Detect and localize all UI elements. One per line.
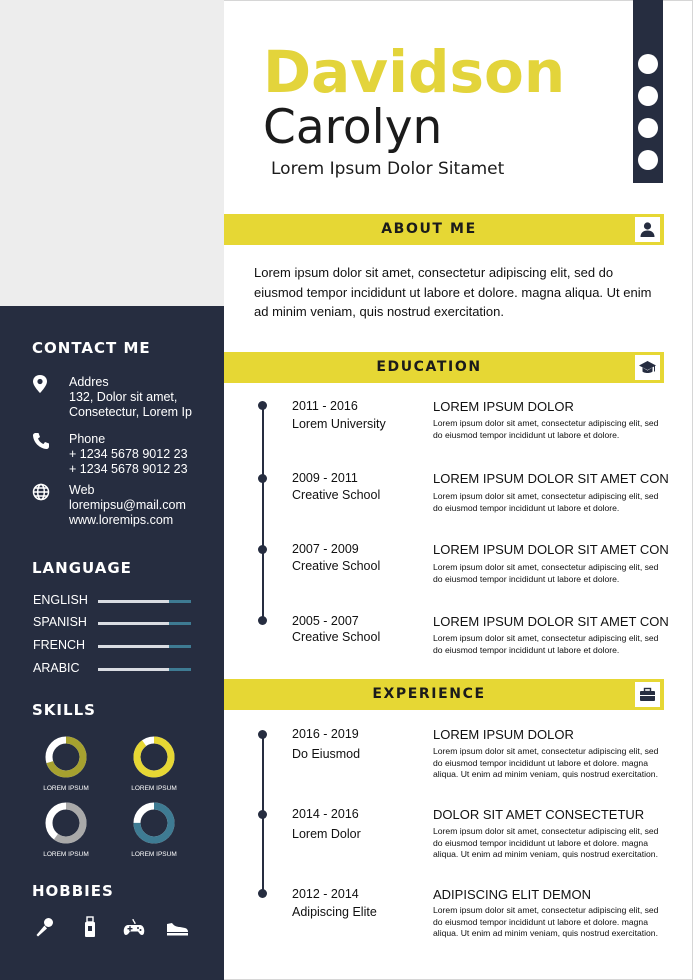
language-bar <box>98 600 191 603</box>
skill-label: LOREM IPSUM <box>131 851 177 858</box>
experience-title: LOREM IPSUM DOLOR <box>433 727 574 742</box>
first-name: Davidson <box>263 38 566 106</box>
timeline-dot <box>258 889 267 898</box>
about-text: Lorem ipsum dolor sit amet, consectetur adipiscing elit, sed do eiusmod tempor incididunt ut labore et dolore. magna aliqua. Ut enim ad minim veniam, quis nostrud exercitation. <box>254 265 652 319</box>
decorative-dot <box>638 86 658 106</box>
language-name: SPANISH <box>33 615 87 629</box>
language-item <box>33 661 203 677</box>
gamepad-icon <box>122 916 146 940</box>
last-name: Carolyn <box>263 100 443 155</box>
education-section-bar <box>224 352 664 383</box>
education-title: LOREM IPSUM DOLOR SIT AMET CON <box>433 471 669 486</box>
user-icon <box>635 217 660 242</box>
language-bar-fill <box>98 622 169 625</box>
tagline: Lorem Ipsum Dolor Sitamet <box>271 159 505 179</box>
education-years: 2011 - 2016 <box>292 399 358 413</box>
about-section-bar <box>224 214 664 245</box>
experience-years: 2014 - 2016 <box>292 807 359 821</box>
skill-ring <box>132 801 176 845</box>
web-label: Web <box>69 483 95 497</box>
skill-ring <box>44 735 88 779</box>
skill-item <box>124 801 184 858</box>
decorative-dot <box>638 54 658 74</box>
language-bar <box>98 622 191 625</box>
education-place: Creative School <box>292 630 381 644</box>
language-name: FRENCH <box>33 638 86 652</box>
language-bar <box>98 668 191 671</box>
briefcase-icon <box>635 682 660 707</box>
language-bar-fill <box>98 645 169 648</box>
globe-icon <box>32 483 50 501</box>
timeline-dot <box>258 616 267 625</box>
skill-ring <box>44 801 88 845</box>
experience-section-bar <box>224 679 664 710</box>
timeline-dot <box>258 810 267 819</box>
phone-icon <box>32 432 50 450</box>
address-text <box>69 375 192 420</box>
skill-item <box>36 735 96 792</box>
education-desc: Lorem ipsum dolor sit amet, consectetur adipiscing elit, sed do eiusmod tempor incididunt ut labore et dolore. <box>433 491 659 513</box>
skill-ring-fill <box>137 740 171 774</box>
microphone-icon <box>34 916 58 940</box>
education-timeline-line <box>262 405 264 621</box>
timeline-dot <box>258 401 267 410</box>
timeline-dot <box>258 545 267 554</box>
experience-title: ADIPISCING ELIT DEMON <box>433 887 591 902</box>
decorative-dot-strip <box>633 0 663 183</box>
language-item <box>33 615 203 631</box>
education-desc: Lorem ipsum dolor sit amet, consectetur adipiscing elit, sed do eiusmod tempor incididunt ut labore et dolore. <box>433 633 659 655</box>
contact-heading: CONTACT ME <box>32 339 151 357</box>
about-heading: ABOUT ME <box>381 221 477 237</box>
education-years: 2009 - 2011 <box>292 471 358 485</box>
education-years: 2007 - 2009 <box>292 542 359 556</box>
experience-desc: Lorem ipsum dolor sit amet, consectetur adipiscing elit, sed do eiusmod tempor incididunt ut labore et dolore. magna aliqua. Ut enim ad minim veniam, quis nostrud exercitation. <box>433 905 659 939</box>
language-bar <box>98 645 191 648</box>
education-title: LOREM IPSUM DOLOR <box>433 399 574 414</box>
address-line2: Consetectur, Lorem Ip <box>69 405 192 419</box>
web-url: www.loremips.com <box>69 513 174 527</box>
sneaker-icon <box>165 916 189 940</box>
language-item <box>33 593 203 609</box>
education-title: LOREM IPSUM DOLOR SIT AMET CON <box>433 542 669 557</box>
hobbies-heading: HOBBIES <box>32 882 114 900</box>
graduation-cap-icon <box>635 355 660 380</box>
phone-line2: + 1234 5678 9012 23 <box>69 462 188 476</box>
decorative-dot <box>638 150 658 170</box>
education-years: 2005 - 2007 <box>292 614 359 628</box>
education-desc: Lorem ipsum dolor sit amet, consectetur adipiscing elit, sed do eiusmod tempor incididunt ut labore et dolore. <box>433 562 659 584</box>
experience-title: DOLOR SIT AMET CONSECTETUR <box>433 807 645 822</box>
education-place: Creative School <box>292 488 381 502</box>
phone-text <box>69 432 188 477</box>
skill-item <box>36 801 96 858</box>
experience-desc: Lorem ipsum dolor sit amet, consectetur adipiscing elit, sed do eiusmod tempor incididunt ut labore et dolore. magna aliqua. Ut enim ad minim veniam, quis nostrud exercitation. <box>433 826 659 860</box>
skill-label: LOREM IPSUM <box>43 785 89 792</box>
education-place: Creative School <box>292 559 381 573</box>
web-text <box>69 483 186 528</box>
language-heading: LANGUAGE <box>32 559 132 577</box>
address-line1: 132, Dolor sit amet, <box>69 390 178 404</box>
language-bar-fill <box>98 600 169 603</box>
language-name: ENGLISH <box>33 593 88 607</box>
education-place: Lorem University <box>292 417 386 431</box>
skill-ring <box>132 735 176 779</box>
education-desc: Lorem ipsum dolor sit amet, consectetur adipiscing elit, sed do eiusmod tempor incididunt ut labore et dolore. <box>433 418 659 440</box>
skill-item <box>124 735 184 792</box>
experience-place: Lorem Dolor <box>292 827 361 841</box>
phone-label: Phone <box>69 432 106 446</box>
experience-years: 2016 - 2019 <box>292 727 359 741</box>
left-top-panel <box>0 0 224 306</box>
web-email: loremipsu@mail.com <box>69 498 186 512</box>
experience-place: Do Eiusmod <box>292 747 361 761</box>
experience-desc: Lorem ipsum dolor sit amet, consectetur adipiscing elit, sed do eiusmod tempor incididunt ut labore et dolore. magna aliqua. Ut enim ad minim veniam, quis nostrud exercitation. <box>433 746 659 780</box>
education-heading: EDUCATION <box>376 359 482 375</box>
experience-years: 2012 - 2014 <box>292 887 359 901</box>
decorative-dot <box>638 118 658 138</box>
language-name: ARABIC <box>33 661 80 675</box>
language-bar-fill <box>98 668 169 671</box>
experience-place: Adipiscing Elite <box>292 905 377 919</box>
phone-line1: + 1234 5678 9012 23 <box>69 447 188 461</box>
location-pin-icon <box>32 375 50 393</box>
skills-heading: SKILLS <box>32 701 96 719</box>
education-title: LOREM IPSUM DOLOR SIT AMET CON <box>433 614 669 629</box>
timeline-dot <box>258 730 267 739</box>
experience-heading: EXPERIENCE <box>372 686 486 702</box>
address-label: Addres <box>69 375 109 389</box>
skill-label: LOREM IPSUM <box>131 785 177 792</box>
skill-label: LOREM IPSUM <box>43 851 89 858</box>
usb-drive-icon <box>79 916 103 940</box>
language-item <box>33 638 203 654</box>
timeline-dot <box>258 474 267 483</box>
